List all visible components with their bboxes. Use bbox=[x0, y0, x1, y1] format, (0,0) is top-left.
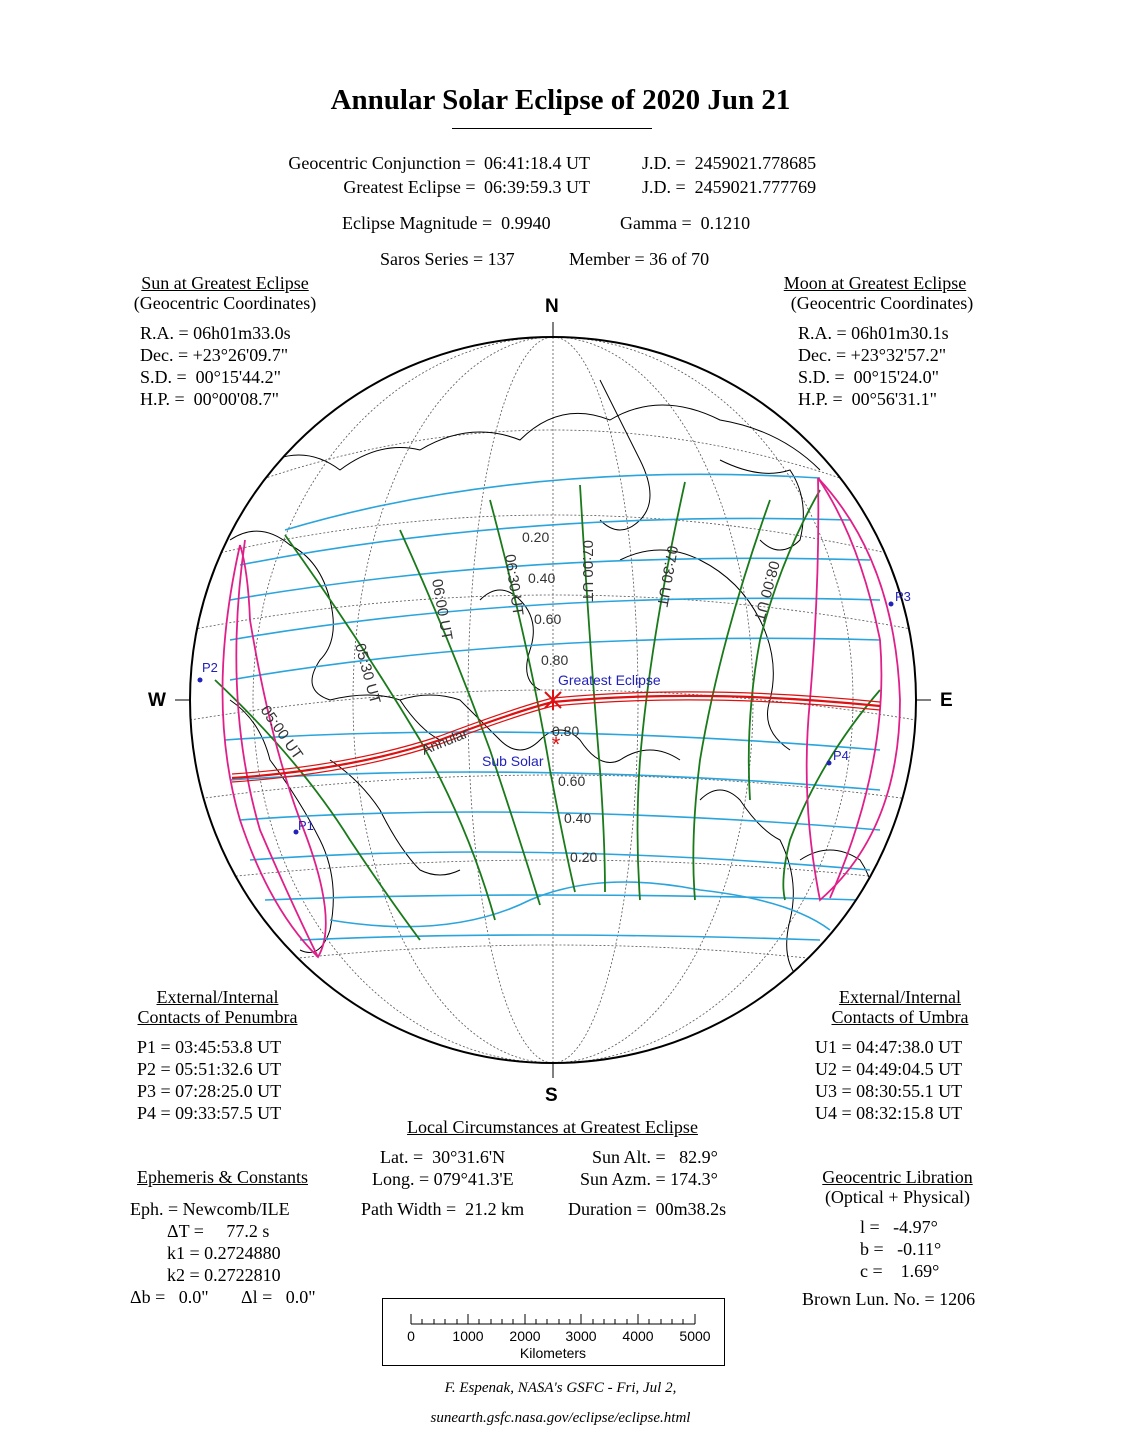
libration-b: b = -0.11° bbox=[860, 1239, 942, 1259]
local-path-width: Path Width = 21.2 km bbox=[361, 1199, 525, 1219]
sun-block-title: Sun at Greatest Eclipse bbox=[141, 273, 309, 293]
p3-dot bbox=[889, 602, 894, 607]
local-duration: Duration = 00m38.2s bbox=[568, 1199, 727, 1219]
time-lines bbox=[215, 482, 880, 940]
time-label: 07:30 UT bbox=[653, 544, 681, 609]
umbra-title-2: Contacts of Umbra bbox=[831, 1007, 969, 1027]
conjunction-time: 06:41:18.4 UT bbox=[484, 153, 590, 173]
libration-l: l = -4.97° bbox=[860, 1217, 938, 1237]
scale-tick-label: 1000 bbox=[452, 1328, 484, 1344]
local-sun-alt: Sun Alt. = 82.9° bbox=[592, 1147, 718, 1167]
penumbra-title-1: External/Internal bbox=[156, 987, 279, 1007]
compass-north: N bbox=[545, 296, 559, 317]
mag-label: 0.60 bbox=[534, 611, 562, 627]
scale-tick-label: 0 bbox=[407, 1328, 415, 1344]
penumbra-p1: P1 = 03:45:53.8 UT bbox=[137, 1037, 282, 1057]
ephemeris-title: Ephemeris & Constants bbox=[137, 1167, 308, 1187]
penumbra-p2: P2 = 05:51:32.6 UT bbox=[137, 1059, 282, 1079]
moon-dec: Dec. = +23°32'57.2" bbox=[798, 345, 947, 365]
local-title: Local Circumstances at Greatest Eclipse bbox=[407, 1117, 698, 1137]
penumbra-p4: P4 = 09:33:57.5 UT bbox=[137, 1103, 282, 1123]
moon-ra: R.A. = 06h01m30.1s bbox=[798, 323, 949, 343]
libration-c: c = 1.69° bbox=[860, 1261, 940, 1281]
conjunction-jd: J.D. = 2459021.778685 bbox=[642, 153, 817, 173]
credit-author: F. Espenak, NASA's GSFC - Fri, Jul 2, bbox=[444, 1380, 677, 1396]
scale-unit-label: Kilometers bbox=[519, 1345, 587, 1361]
p4-label: P4 bbox=[833, 748, 849, 763]
local-sun-azm: Sun Azm. = 174.3° bbox=[580, 1169, 718, 1189]
ephemeris-k1: k1 = 0.2724880 bbox=[167, 1243, 281, 1263]
mag-label: 0.80 bbox=[552, 723, 580, 739]
greatest-eclipse-time: 06:39:59.3 UT bbox=[484, 177, 590, 197]
umbra-u2: U2 = 04:49:04.5 UT bbox=[815, 1059, 963, 1079]
p4-dot bbox=[827, 761, 832, 766]
conjunction-label: Geocentric Conjunction = bbox=[288, 153, 480, 173]
p2-dot bbox=[198, 678, 203, 683]
gamma: Gamma = 0.1210 bbox=[620, 213, 751, 233]
libration-title: Geocentric Libration bbox=[822, 1167, 973, 1187]
scale-tick-label: 3000 bbox=[565, 1328, 597, 1344]
mag-label: 0.80 bbox=[541, 652, 569, 668]
time-label: 06:30 UT bbox=[501, 553, 527, 617]
sun-block-subtitle: (Geocentric Coordinates) bbox=[133, 293, 317, 313]
moon-hp: H.P. = 00°56'31.1" bbox=[798, 389, 937, 409]
mag-label: 0.40 bbox=[528, 570, 556, 586]
scale-bar bbox=[382, 1298, 725, 1366]
penumbra-p3: P3 = 07:28:25.0 UT bbox=[137, 1081, 282, 1101]
umbra-u4: U4 = 08:32:15.8 UT bbox=[815, 1103, 963, 1123]
p2-label: P2 bbox=[202, 660, 218, 675]
scale-tick-label: 5000 bbox=[679, 1328, 711, 1344]
time-label: 07:00 UT bbox=[579, 540, 596, 602]
annular-label: Annular bbox=[419, 724, 470, 758]
greatest-eclipse-jd: J.D. = 2459021.777769 bbox=[642, 177, 817, 197]
sun-ra: R.A. = 06h01m33.0s bbox=[140, 323, 291, 343]
umbra-title-1: External/Internal bbox=[839, 987, 961, 1007]
page-title: Annular Solar Eclipse of 2020 Jun 21 bbox=[330, 84, 791, 116]
ephemeris-eph: Eph. = Newcomb/ILE bbox=[130, 1199, 290, 1219]
local-long: Long. = 079°41.3'E bbox=[372, 1169, 514, 1189]
time-label: 05:30 UT bbox=[351, 641, 384, 706]
umbra-u1: U1 = 04:47:38.0 UT bbox=[815, 1037, 963, 1057]
saros-member: Member = 36 of 70 bbox=[569, 249, 710, 269]
compass-south: S bbox=[545, 1085, 558, 1106]
mag-label: 0.40 bbox=[564, 810, 592, 826]
ephemeris-delta-b: Δb = 0.0" bbox=[130, 1287, 209, 1307]
time-label: 05:00 UT bbox=[256, 702, 307, 763]
local-lat: Lat. = 30°31.6'N bbox=[380, 1147, 506, 1167]
greatest-eclipse-label: Greatest Eclipse = bbox=[343, 177, 480, 197]
scale-tick-label: 4000 bbox=[622, 1328, 654, 1344]
greatest-eclipse-label: Greatest Eclipse bbox=[558, 672, 661, 688]
penumbra-title-2: Contacts of Penumbra bbox=[137, 1007, 298, 1027]
subsolar-marker: * bbox=[551, 732, 561, 757]
saros-series: Saros Series = 137 bbox=[380, 249, 515, 269]
mag-label: 0.20 bbox=[522, 529, 550, 545]
umbra-u3: U3 = 08:30:55.1 UT bbox=[815, 1081, 963, 1101]
contact-points bbox=[198, 602, 894, 835]
brown-lunation: Brown Lun. No. = 1206 bbox=[802, 1289, 976, 1309]
sun-dec: Dec. = +23°26'09.7" bbox=[140, 345, 289, 365]
moon-block-subtitle: (Geocentric Coordinates) bbox=[790, 293, 974, 313]
eclipse-magnitude: Eclipse Magnitude = 0.9940 bbox=[342, 213, 551, 233]
moon-sd: S.D. = 00°15'24.0" bbox=[798, 367, 939, 387]
compass-west: W bbox=[148, 690, 166, 711]
time-label: 06:00 UT bbox=[428, 577, 456, 642]
ephemeris-k2: k2 = 0.2722810 bbox=[167, 1265, 281, 1285]
mag-label: 0.60 bbox=[558, 773, 586, 789]
subsolar-label: Sub Solar bbox=[482, 753, 544, 769]
libration-subtitle: (Optical + Physical) bbox=[824, 1187, 971, 1207]
coastlines bbox=[230, 380, 873, 980]
p1-label: P1 bbox=[298, 818, 314, 833]
p3-label: P3 bbox=[895, 589, 911, 604]
ephemeris-delta-l: Δl = 0.0" bbox=[241, 1287, 316, 1307]
mag-label: 0.20 bbox=[570, 849, 598, 865]
compass-east: E bbox=[940, 690, 953, 711]
ephemeris-delta-t: ΔT = 77.2 s bbox=[167, 1221, 270, 1241]
scale-tick-label: 2000 bbox=[509, 1328, 541, 1344]
credit-url: sunearth.gsfc.nasa.gov/eclipse/eclipse.html bbox=[430, 1410, 691, 1426]
magnitude-labels-north bbox=[522, 529, 568, 668]
time-labels bbox=[257, 540, 783, 763]
time-label: 08:00 UT bbox=[750, 558, 783, 623]
moon-block-title: Moon at Greatest Eclipse bbox=[783, 273, 967, 293]
sun-hp: H.P. = 00°00'08.7" bbox=[140, 389, 279, 409]
sun-sd: S.D. = 00°15'44.2" bbox=[140, 367, 281, 387]
